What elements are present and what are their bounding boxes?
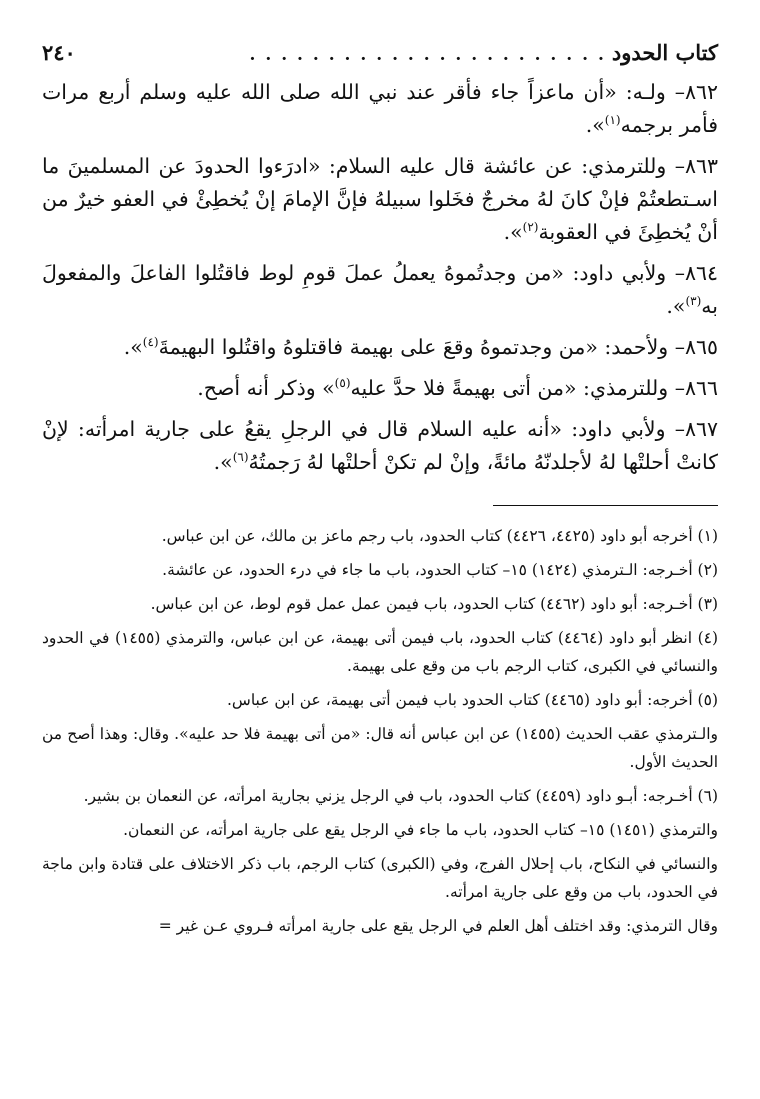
footnote-ref: (٤) [142, 335, 159, 350]
footnote-ref: (٥) [334, 376, 351, 391]
entry-tail: ». [503, 220, 523, 244]
entry-number: ٨٦٧ [684, 417, 718, 441]
footnote: وقال الترمذي: وقد اختلف أهل العلم في الرجل يقع على جارية امرأته فـروي عـن غير = [158, 917, 718, 935]
hadith-entry [42, 150, 718, 249]
footnote-separator [493, 505, 718, 506]
entry-text: – ولأبي داود: «من وجدتُموهُ يعملُ عملَ قومِ لوط فاقتُلوا الفاعلَ والمفعولَ به [42, 261, 718, 318]
entry-tail: ». [666, 294, 686, 318]
hadith-entry [42, 331, 718, 364]
entry-tail: » وذكر أنه أصح. [197, 376, 335, 400]
entry-text: – ولـه: «أن ماعزاً جاء فأقر عند نبي الله صلى الله عليه وسلم أربع مرات فأمر برجمه [42, 80, 718, 137]
entry-number: ٨٦٢ [684, 80, 718, 104]
entry-number: ٨٦٦ [684, 376, 718, 400]
footnote: والـترمذي عقب الحديث (١٤٥٥) عن ابن عباس أنه قال: «من أتى بهيمة فلا حد عليه». وقال: وهذا أصح من الحديث الأول. [42, 725, 718, 771]
hadith-entry [42, 257, 718, 323]
hadith-entry [42, 413, 718, 479]
entry-text: – ولأبي داود: «أنه عليه السلام قال في الرجلِ يقعُ على جارية امرأته: لإنْ كانتْ أحلتْها لهُ لأجلدنّهُ مائةً، وإنْ لم تكنْ أحلتْها لهُ رَجمتُهُ [42, 417, 718, 474]
entry-tail: ». [585, 113, 605, 137]
page [42, 38, 718, 946]
footnote: والترمذي (١٤٥١) ١٥– كتاب الحدود، باب ما جاء في الرجل يقع على جارية امرأته، عن النعمان. [123, 821, 718, 839]
entry-text: – ولأحمد: «من وجدتموهُ وقعَ على بهيمة فاقتلوهُ واقتُلوا البهيمةَ [158, 335, 685, 359]
footnote: (٣) أخـرجه: أبو داود (٤٤٦٢) كتاب الحدود، باب فيمن عمل عمل قوم لوط، عن ابن عباس. [150, 595, 718, 613]
running-title: كتاب الحدود [611, 40, 718, 65]
footnote-ref: (٢) [522, 220, 539, 235]
entry-number: ٨٦٤ [684, 261, 718, 285]
leader-dots: . . . . . . . . . . . . . . . . . . . . . . . [249, 45, 606, 65]
footnote: (٥) أخرجه: أبو داود (٤٤٦٥) كتاب الحدود باب فيمن أتى بهيمة، عن ابن عباس. [226, 691, 718, 709]
footnote-ref: (٣) [685, 294, 702, 309]
entry-tail: ». [213, 450, 233, 474]
footnote-ref: (١) [604, 113, 621, 128]
footnote: (١) أخرجه أبو داود (٤٤٢٥، ٤٤٢٦) كتاب الحدود، باب رجم ماعز بن مالك، عن ابن عباس. [161, 527, 718, 545]
hadith-entry [42, 372, 718, 405]
footnote: والنسائي في النكاح، باب إحلال الفرج، وفي (الكبرى) كتاب الرجم، باب ذكر الاختلاف على قتادة وابن ماجة في الحدود، باب من وقع على جارية امرأته. [42, 855, 718, 901]
footnote: (٤) انظر أبو داود (٤٤٦٤) كتاب الحدود، باب فيمن أتى بهيمة، عن ابن عباس، والترمذي (١٤٥٥) في الحدود والنسائي في الكبرى، كتاب الرجم باب من وقع على بهيمة. [42, 629, 719, 675]
footnote: (٦) أخـرجه: أبـو داود (٤٤٥٩) كتاب الحدود، باب في الرجل يزني بجارية امرأته، عن النعمان بن بشير. [83, 787, 718, 805]
page-header [42, 38, 718, 70]
hadith-entry [42, 76, 718, 142]
hadith-entries [42, 76, 718, 479]
page-number: ٢٤٠ [42, 40, 76, 65]
entry-text: – وللترمذي: عن عائشة قال عليه السلام: «ادرَءوا الحدودَ عن المسلمينَ ما اسـتطعتُمْ فإنْ كانَ لهُ مخرجٌ فخَلوا سبيلهُ فإنَّ الإمامَ إنْ يُخطِئْ في العفو خيرٌ من أنْ يُخطِئَ في العقوبة [42, 154, 718, 244]
footnotes [42, 522, 718, 940]
entry-text: – وللترمذي: «من أتى بهيمةً فلا حدَّ عليه [350, 376, 685, 400]
footnote: (٢) أخـرجه: الـترمذي (١٤٢٤) ١٥– كتاب الحدود، باب ما جاء في درء الحدود، عن عائشة. [162, 561, 718, 579]
entry-tail: ». [123, 335, 143, 359]
entry-number: ٨٦٥ [684, 335, 718, 359]
footnote-ref: (٦) [232, 450, 249, 465]
entry-number: ٨٦٣ [684, 154, 718, 178]
